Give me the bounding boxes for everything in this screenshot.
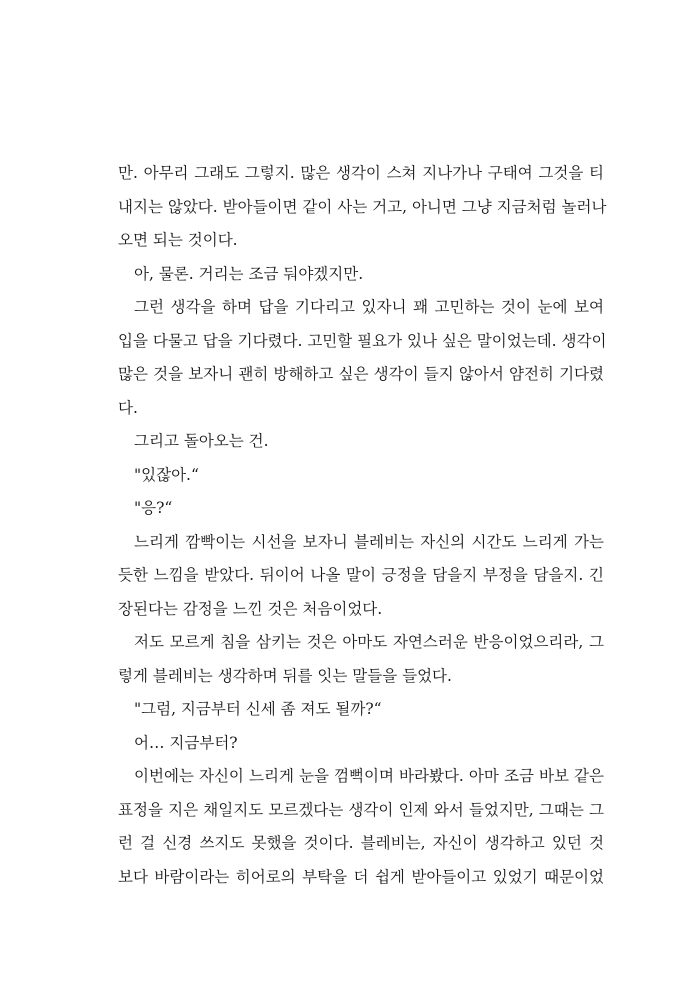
text-line: 렇게 블레비는 생각하며 뒤를 잇는 말들을 들었다. [118,666,452,685]
text-line: 입을 다물고 답을 기다렸다. 고민할 필요가 있나 싶은 말이었는데. 생각이 [118,331,607,350]
text-line: 어… 지금부터? [134,733,238,752]
dialogue-line: "그럼, 지금부터 신세 좀 져도 될까?“ [134,700,382,718]
text-line: 느리게 깜빡이는 시선을 보자니 블레비는 자신의 시간도 느리게 가는 [134,532,604,551]
document-page [118,157,607,894]
text-line: 표정을 지은 채일지도 모르겠다는 생각이 인제 와서 들었지만, 그때는 그 [118,800,604,819]
text-line: 많은 것을 보자니 괜히 방해하고 싶은 생각이 들지 않아서 얌전히 기다렸 [118,365,604,383]
text-line: 그런 생각을 하며 답을 기다리고 있자니 꽤 고민하는 것이 눈에 보여 [134,298,604,316]
text-line: 장된다는 감정을 느낀 것은 처음이었다. [118,599,383,618]
dialogue-line: "있잖아.“ [134,465,199,484]
text-line: 저도 모르게 침을 삼키는 것은 아마도 자연스러운 반응이었으리라, 그 [134,633,604,651]
text-line: 아, 물론. 거리는 조금 둬야겠지만. [134,264,364,283]
text-line: 보다 바람이라는 히어로의 부탁을 더 쉽게 받아들이고 있었기 때문이었 [118,867,604,886]
text-line: 이번에는 자신이 느리게 눈을 껌뻑이며 바라봤다. 아마 조금 바보 같은 [134,767,604,785]
text-line: 런 걸 신경 쓰지도 못했을 것이다. 블레비는, 자신이 생각하고 있던 것 [118,834,604,852]
text-line: 그리고 돌아오는 건. [134,432,269,450]
dialogue-line: "응?“ [134,499,173,517]
text-line: 다. [118,398,138,417]
text-line: 듯한 느낌을 받았다. 뒤이어 나올 말이 긍정을 담을지 부정을 담을지. 긴 [118,566,604,584]
text-line: 만. 아무리 그래도 그렇지. 많은 생각이 스쳐 지나가나 구태여 그것을 티 [118,164,604,182]
text-line: 오면 되는 것이다. [118,231,238,249]
text-line: 내지는 않았다. 받아들이면 같이 사는 거고, 아니면 그냥 지금처럼 놀러나 [118,197,607,216]
